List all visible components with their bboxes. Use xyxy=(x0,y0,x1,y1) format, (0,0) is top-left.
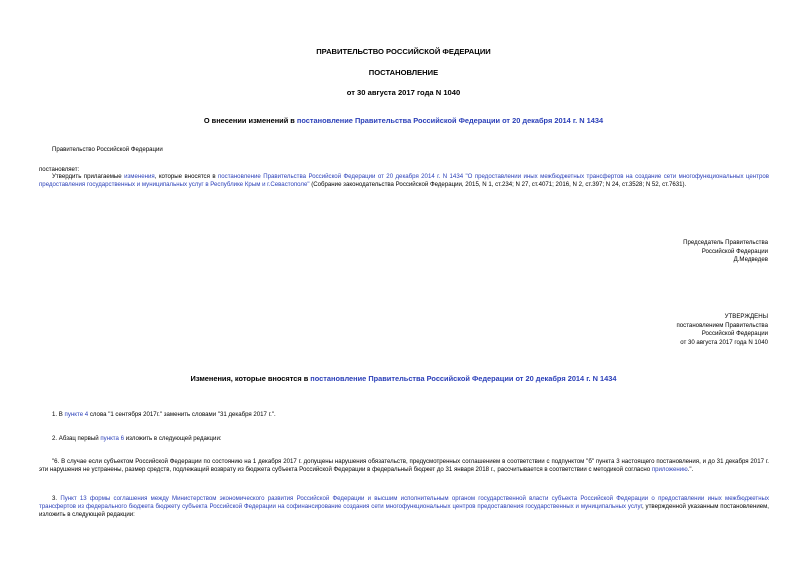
approved-line4: от 30 августа 2017 года N 1040 xyxy=(680,338,768,346)
date-heading: от 30 августа 2017 года N 1040 xyxy=(346,88,461,97)
approved-line1: УТВЕРЖДЕНЫ xyxy=(724,313,768,320)
changes-title-link[interactable]: постановление Правительства Российской Федерации от 20 декабря 2014 г. N 1434 xyxy=(310,374,617,383)
item1-link[interactable]: пункте 4 xyxy=(64,411,89,418)
signature-block xyxy=(683,239,768,265)
approved-block xyxy=(676,313,768,347)
preamble-line2: постановляет: xyxy=(39,166,80,173)
item2-text-a: 2. Абзац первый xyxy=(52,435,101,442)
approved-line2: постановлением Правительства xyxy=(676,321,768,329)
doc-type-heading: ПОСТАНОВЛЕНИЕ xyxy=(368,68,439,77)
changes-title xyxy=(0,374,807,383)
item3-link[interactable]: Пункт 13 формы соглашения между Министерством экономического развития Российской Федерации и высшим исполнительным органом государственной власти субъекта Российской Федерации о предоставлении иных межбюджетных трансфертов из федерального бюджета бюджету субъекта Российской Федерации на софинансирование создания сети многофункциональных центров предоставления государственных и муниципальных услуг xyxy=(39,495,769,511)
item-1 xyxy=(52,411,276,419)
item-2 xyxy=(52,435,222,443)
signature-line2: Российской Федерации xyxy=(701,247,768,255)
item-3 xyxy=(39,495,769,520)
decree-resolution-link[interactable]: постановление Правительства Российской Федерации от 20 декабря 2014 г. N 1434 "О предоставлении иных межбюджетных трансфертов на создание сети многофункциональных центров предоставления государственных и муниципальных услуг в Республике Крым и г.Севастополе" xyxy=(39,173,769,189)
decree-text-c: (Собрание законодательства Российской Федерации, 2015, N 1, ст.234; N 27, ст.4071; 2016, N 2, ст.397; N 24, ст.3528; N 52, ст.7631). xyxy=(309,181,687,189)
item3-text-b: , утвержденной указанным постановлением, изложить в следующей редакции: xyxy=(39,503,769,519)
decree-text-a: Утвердить прилагаемые xyxy=(52,173,125,180)
title-link[interactable]: постановление Правительства Российской Федерации от 20 декабря 2014 г. N 1434 xyxy=(296,116,604,125)
item3-text-a: 3. xyxy=(52,495,61,502)
item1-text-a: 1. В xyxy=(52,411,65,418)
item1-text-b: слова "1 сентября 2017г." заменить словами "31 декабря 2017 г.". xyxy=(88,411,276,418)
government-heading: ПРАВИТЕЛЬСТВО РОССИЙСКОЙ ФЕДЕРАЦИИ xyxy=(316,47,491,56)
document-title xyxy=(0,116,807,125)
decree-changes-link[interactable]: изменения xyxy=(124,173,155,180)
item2-link[interactable]: пункта 6 xyxy=(100,435,124,442)
decree-text-b: , которые вносятся в xyxy=(154,173,218,180)
quote-appendix-link[interactable]: приложению xyxy=(651,466,688,474)
changes-title-prefix: Изменения, которые вносятся в xyxy=(190,374,311,383)
approved-line3: Российской Федерации xyxy=(701,330,768,337)
signature-line1: Председатель Правительства xyxy=(683,239,768,246)
quote-text-b: .". xyxy=(687,466,694,474)
item2-text-b: изложить в следующей редакции: xyxy=(124,435,222,442)
item-2-quote xyxy=(39,458,769,474)
title-prefix: О внесении изменений в xyxy=(203,116,297,125)
decree-paragraph xyxy=(39,173,769,189)
signature-line3: Д.Медведев xyxy=(733,256,768,263)
quote-text-a: "6. В случае если субъектом Российской Федерации по состоянию на 1 декабря 2017 г. допущены нарушения обязательств, предусмотренных соглашением в соответствии с подпунктом "б" пункта 3 настоящего постановления, и до 31 декабря 2017 г. эти нарушения не устранены, размер средств, подлежащий возврату из бюджета субъекта Российской Федерации в федеральный бюджет до 31 января 2018 г., рассчитывается в соответствии с методикой согласно xyxy=(39,458,769,474)
preamble-line1: Правительство Российской Федерации xyxy=(52,146,163,153)
